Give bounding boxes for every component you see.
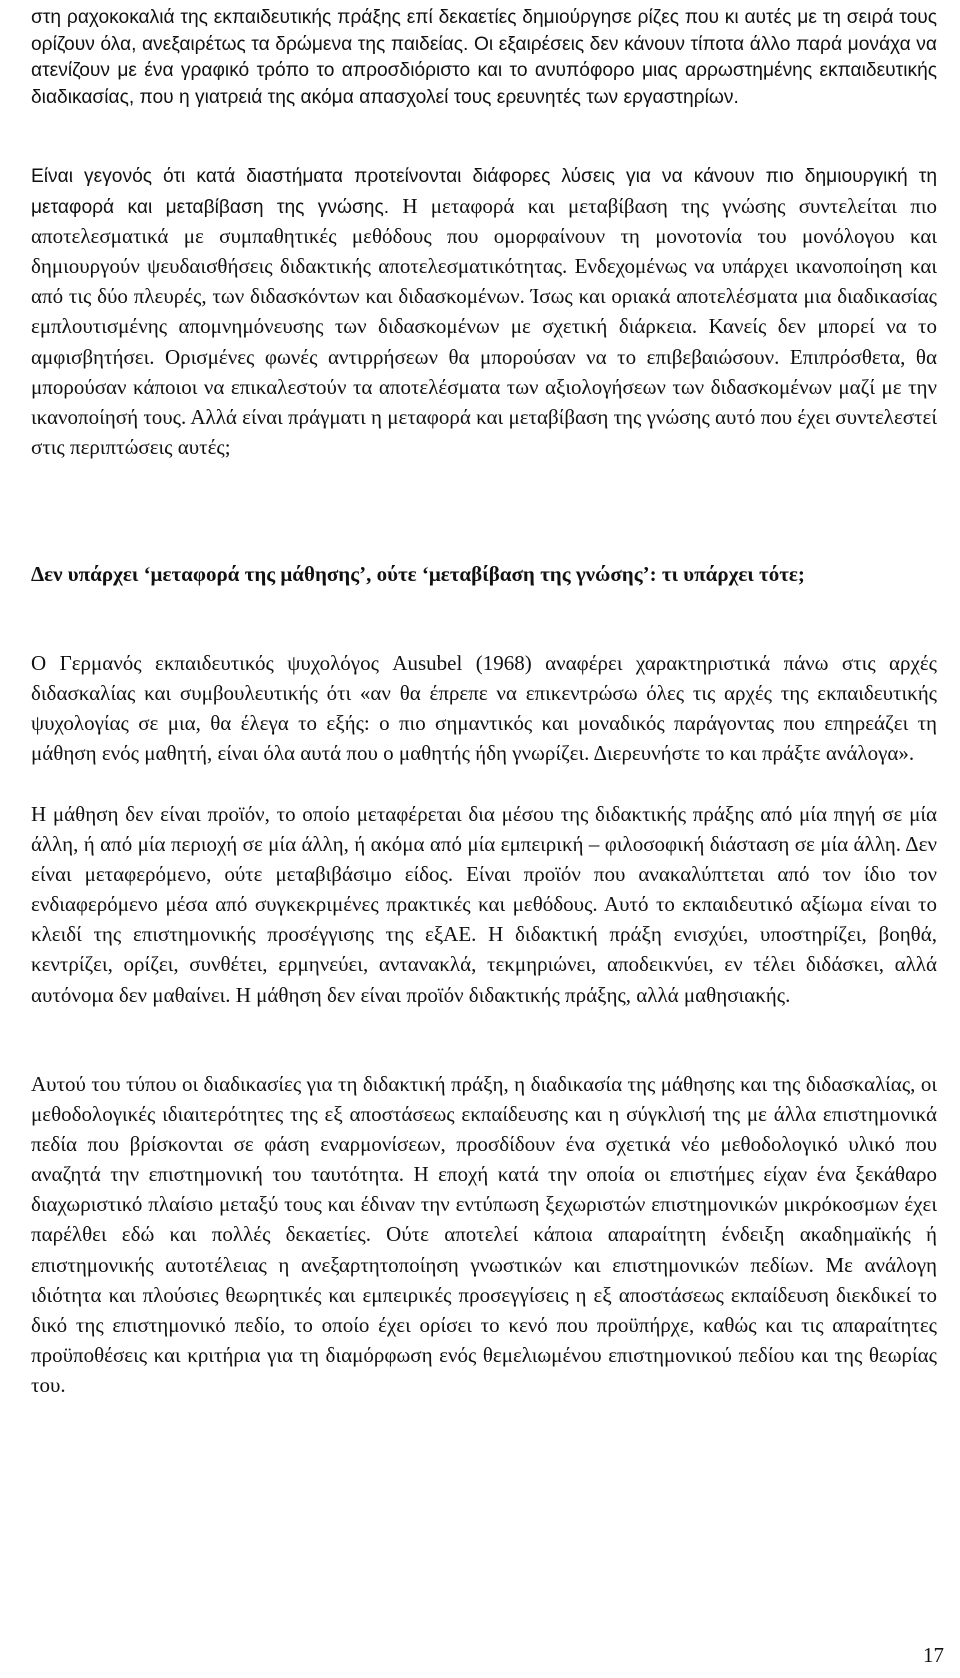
page-number: 17 xyxy=(923,1643,944,1667)
section-heading: Δεν υπάρχει ‘μεταφορά της μάθησης’, ούτε ‘μεταβίβαση της γνώσης’: τι υπάρχει τότε; xyxy=(31,562,805,586)
paragraph-transfer-body: Η μεταφορά και μεταβίβαση της γνώσης συντελείται πιο αποτελεσματικά με συμπαθητικές μεθόδους που ομορφαίνουν τη μονοτονία του μονόλογου και δημιουργούν ψευδαισθήσεις διδακτικής αποτελεσματικότητας. Ενδεχομένως να υπάρχει ικανοποίηση και από τις δύο πλευρές, των διδασκόντων και διδασκομένων. Ίσως και οριακά αποτελέσματα μια διαδικασίας εμπλουτισμένης απομνημόνευσης των διδασκομένων με σχετική διάρκεια. Κανείς δεν μπορεί να το αμφισβητήσει. Ορισμένες φωνές αντιρρήσεων θα μπορούσαν να το επιβεβαιώσουν. Επιπρόσθετα, θα μπορούσαν κάποιοι να επικαλεστούν τα αποτελέσματα των αξιολογήσεων των διδασκομένων μαζί με την ικανοποίησή τους. Αλλά είναι πράγματι η μεταφορά και μεταβίβαση της γνώσης αυτό που έχει συντελεστεί στις περιπτώσεις αυτές; xyxy=(31,193,937,459)
paragraph-transfer-lead: Είναι γεγονός ότι κατά διαστήματα προτείνονται διάφορες λύσεις για να κάνουν πιο δημιουργική τη μεταφορά και μεταβίβαση της γνώσης. xyxy=(31,166,937,218)
paragraph-distance-education: Αυτού του τύπου οι διαδικασίες για τη διδακτική πράξη, η διαδικασία της μάθησης και της διδασκαλίας, οι μεθοδολογικές ιδιαιτερότητες της εξ αποστάσεως εκπαίδευσης και η σύγκλισή της με άλλα επιστημονικά πεδία που βρίσκονται σε φάση εναρμονίσεων, προσδίδουν ένα σχετικά νέο μεθοδολογικό υλικό που αναζητά την επιστημονική του ταυτότητα. Η εποχή κατά την οποία οι επιστήμες είχαν ένα ξεκάθαρο διαχωριστικό πλαίσιο μεταξύ τους και έδιναν την εντύπωση ξεχωριστών επιστημονικών μικρόκοσμων έχει παρέλθει εδώ και πολλές δεκαετίες. Ούτε αποτελεί κάποια απαραίτητη ένδειξη ακαδημαϊκής ή επιστημονικής αυτοτέλειας η ανεξαρτητοποίηση γνωστικών και επιστημονικών πεδίων. Με ανάλογη ιδιότητα και πλούσιες θεωρητικές και εμπειρικές προσεγγίσεις η εξ αποστάσεως εκπαίδευση διεκδικεί το δικό της επιστημονικό πεδίο, το οποίο έχει ορίσει το κενό που προϋπήρχε, καθώς και τις απαραίτητες προϋποθέσεις και κριτήρια για τη διαμόρφωση ενός θεμελιωμένου επιστημονικού πεδίου και της θεωρίας του. xyxy=(31,1072,937,1397)
paragraph-intro: στη ραχοκοκαλιά της εκπαιδευτικής πράξης επί δεκαετίες δημιούργησε ρίζες που κι αυτές με τη σειρά τους ορίζουν όλα, ανεξαιρέτως τα δρώμενα της παιδείας. Οι εξαιρέσεις δεν κάνουν τίποτα άλλο παρά μονάχα να ατενίζουν με ένα γραφικό τρόπο το απροσδιόριστο και το ανυπόφορο μιας αρρωστημένης εκπαιδευτικής διαδικασίας, που η γιατρειά της ακόμα απασχολεί τους ερευνητές των εργαστηρίων. xyxy=(31,7,937,108)
paragraph-ausubel: Ο Γερμανός εκπαιδευτικός ψυχολόγος Ausubel (1968) αναφέρει χαρακτηριστικά πάνω στις αρχές διδασκαλίας και συμβουλευτικής ότι «αν θα έπρεπε να επικεντρώσω όλες τις αρχές της εκπαιδευτικής ψυχολογίας σε μια, θα έλεγα το εξής: ο πιο σημαντικός και μοναδικός παράγοντας που επηρεάζει τη μάθηση ενός μαθητή, είναι όλα αυτά που ο μαθητής ήδη γνωρίζει. Διερευνήστε το και πράξτε ανάλογα». xyxy=(31,651,937,766)
paragraph-learning-product: Η μάθηση δεν είναι προϊόν, το οποίο μεταφέρεται δια μέσου της διδακτικής πράξης από μία πηγή σε μία άλλη, ή από μία περιοχή σε μία άλλη, ή ακόμα από μία εμπειρική – φιλοσοφική διάσταση σε μία άλλη. Δεν είναι μεταφερόμενο, ούτε μεταβιβάσιμο είδος. Είναι προϊόν που ανακαλύπτεται από τον ίδιο τον ενδιαφερόμενο μέσα από συγκεκριμένες πρακτικές και μεθόδους. Αυτό το εκπαιδευτικό αξίωμα είναι το κλειδί της επιστημονικής προσέγγισης της εξΑΕ. Η διδακτική πράξη ενισχύει, υποστηρίζει, βοηθά, κεντρίζει, ορίζει, συνθέτει, ερμηνεύει, αντανακλά, τεκμηριώνει, αποδεικνύει, εν τέλει διδάσκει, αλλά αυτόνομα δεν μαθαίνει. Η μάθηση δεν είναι προϊόν διδακτικής πράξης, αλλά μαθησιακής. xyxy=(31,802,937,1007)
paragraph-transfer xyxy=(31,164,937,462)
